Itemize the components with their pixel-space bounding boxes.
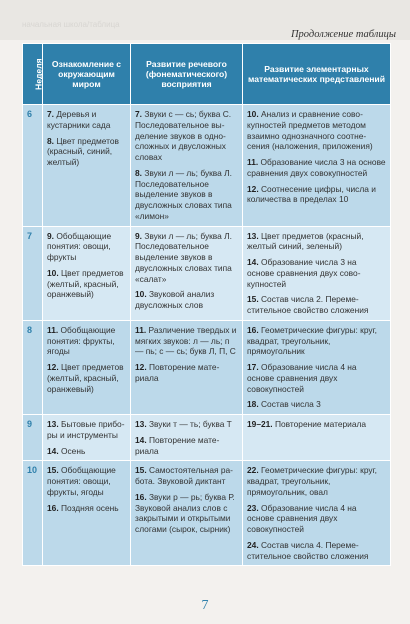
item-number: 22. — [247, 465, 259, 476]
speech-cell — [131, 461, 243, 566]
item-text: Цвет предметов (красный, желтый синий, зеленый) — [247, 230, 364, 252]
item-text: Различение твердых и мягких звуков: л — ль; п — пь; с — сь; букв Л, П, С — [135, 324, 237, 357]
item-text: Осень — [58, 445, 86, 456]
item-number: 9. — [47, 230, 54, 241]
item-text: Цвет предметов (желтый, красный, оранжевый) — [47, 267, 124, 300]
item-text: Состав числа 4. Переместительное свойство сложения — [247, 539, 369, 561]
item-number: 14. — [247, 257, 259, 267]
item-text: Звуки с — сь; буква С. Последовательное выделение звуков в односложных и двусложных словах — [135, 109, 232, 162]
column-header-math: Развитие элементарных математических представлений — [243, 44, 391, 105]
list-item — [135, 465, 238, 487]
speech-cell — [131, 320, 243, 414]
list-item — [135, 419, 238, 430]
table-body — [23, 105, 391, 566]
item-number: 12. — [47, 362, 59, 372]
list-item — [247, 184, 386, 206]
column-header-world: Ознакомление с окружающим миром — [43, 44, 131, 105]
item-number: 13. — [47, 419, 59, 429]
item-text: Звуки р — рь; буква Р. Звуковой анализ слов с закрытыми и открытыми слогами (сырок, сырник) — [135, 491, 235, 534]
list-item — [247, 399, 386, 410]
item-number: 15. — [135, 465, 147, 476]
week-cell: 10 — [23, 461, 43, 566]
column-header-week: Неделя — [23, 44, 43, 105]
page-number: 7 — [201, 598, 209, 613]
item-text: Геометрические фигуры: круг, квадрат, треугольник, прямоугольник — [247, 324, 377, 357]
week-cell: 7 — [23, 226, 43, 320]
item-text: Цвет предметов (красный, синий, желтый) — [47, 135, 119, 167]
item-number: 16. — [135, 491, 147, 502]
item-number: 13. — [135, 419, 147, 429]
math-cell — [243, 105, 391, 227]
list-item — [247, 362, 386, 394]
item-text: Обобщающие понятия: овощи, фрукты — [47, 230, 112, 262]
item-number: 12. — [135, 362, 147, 372]
week-cell: 6 — [23, 105, 43, 227]
list-item — [135, 325, 238, 357]
item-text: Цвет предметов (желтый, красный, оранжевый) — [47, 362, 124, 394]
item-text: Образование числа 4 на основе сравнения двух совокупностей — [247, 502, 357, 534]
table-header-row — [23, 44, 391, 105]
world-cell — [43, 415, 131, 461]
item-text: Бытовые приборы и инструменты — [47, 419, 125, 440]
item-number: 8. — [47, 135, 54, 146]
speech-cell — [131, 105, 243, 227]
faded-header-text: начальная школа/таблица — [22, 20, 120, 29]
week-cell: 9 — [23, 415, 43, 461]
item-number: 15. — [247, 294, 259, 305]
speech-cell — [131, 415, 243, 461]
list-item — [247, 419, 386, 430]
item-text: Звуки л — ль; буква Л. Последовательное выделение звуков в двусложных словах типа «лимон» — [135, 167, 232, 221]
list-item — [47, 231, 126, 263]
item-number: 10. — [247, 109, 259, 119]
list-item — [47, 503, 126, 514]
table-row — [23, 461, 391, 566]
math-cell — [243, 461, 391, 566]
table-row — [23, 105, 391, 227]
math-cell — [243, 320, 391, 414]
math-cell — [243, 226, 391, 320]
item-text: Обобщающие понятия: фрукты, ягоды — [47, 324, 116, 357]
item-text: Повторение материала — [135, 434, 220, 456]
list-item — [47, 268, 126, 300]
list-item — [135, 362, 238, 384]
world-cell — [43, 226, 131, 320]
item-text: Звуки т — ть; буква Т — [146, 419, 232, 429]
item-text: Анализ и сравнение совокупностей предметов методом взаимно однозначного соотнесения (наложения, приложения) — [247, 109, 373, 152]
item-text: Деревья и кустарники сада — [47, 109, 111, 130]
item-number: 11. — [135, 324, 147, 335]
item-text: Геометрические фигуры: круг, квадрат, треугольник, прямоугольник, овал — [247, 465, 377, 497]
item-number: 19–21. — [247, 419, 273, 429]
list-item — [47, 136, 126, 168]
item-number: 10. — [135, 289, 147, 300]
item-text: Состав числа 2. Переместительное свойство сложения — [247, 294, 369, 315]
math-cell — [243, 415, 391, 461]
list-item — [135, 168, 238, 222]
list-item — [247, 109, 386, 152]
list-item — [247, 157, 386, 179]
world-cell — [43, 320, 131, 414]
list-item — [247, 465, 386, 497]
list-item — [47, 419, 126, 441]
table-row — [23, 320, 391, 414]
item-number: 17. — [247, 362, 259, 372]
world-cell — [43, 461, 131, 566]
list-item — [247, 540, 386, 562]
item-number: 11. — [47, 324, 59, 335]
item-text: Образование числа 3 на основе сравнения двух совокупностей — [247, 157, 386, 178]
list-item — [47, 465, 126, 497]
continuation-label: Продолжение таблицы — [290, 29, 396, 40]
item-number: 18. — [247, 399, 259, 410]
list-item — [247, 503, 386, 535]
item-text: Повторение материала — [272, 419, 367, 429]
world-cell — [43, 105, 131, 227]
list-item — [47, 446, 126, 457]
item-number: 11. — [247, 157, 259, 167]
item-number: 16. — [247, 324, 259, 335]
column-header-speech: Развитие речевого (фонематического) восприятия — [131, 44, 243, 105]
list-item — [47, 325, 126, 357]
list-item — [135, 492, 238, 535]
list-item — [247, 294, 386, 316]
item-number: 23. — [247, 502, 259, 513]
item-number: 13. — [247, 230, 259, 241]
item-number: 8. — [135, 167, 142, 178]
item-number: 14. — [135, 434, 147, 445]
item-number: 10. — [47, 267, 59, 278]
item-number: 15. — [47, 465, 59, 476]
speech-cell — [131, 226, 243, 320]
item-text: Образование числа 3 на основе сравнения двух совокупностей — [247, 257, 361, 289]
list-item — [247, 257, 386, 289]
item-text: Соотнесение цифры, числа и количества в пределах 10 — [247, 183, 376, 205]
item-number: 7. — [135, 109, 142, 119]
table-row — [23, 415, 391, 461]
item-text: Повторение материала — [135, 362, 220, 383]
item-text: Звуки л — ль; буква Л. Последовательное выделение звуков в двусложных словах типа «салат» — [135, 230, 232, 284]
list-item — [47, 109, 126, 131]
item-text: Состав числа 3 — [258, 399, 321, 410]
list-item — [135, 231, 238, 285]
item-text: Обобщающие понятия: овощи, фрукты, ягоды — [47, 465, 116, 497]
item-text: Образование числа 4 на основе сравнения двух совокупностей — [247, 362, 357, 394]
list-item — [135, 435, 238, 457]
list-item — [135, 109, 238, 163]
list-item — [135, 289, 238, 311]
week-cell: 8 — [23, 320, 43, 414]
item-number: 9. — [135, 230, 142, 241]
item-number: 7. — [47, 109, 54, 119]
item-number: 12. — [247, 183, 259, 194]
table-row — [23, 226, 391, 320]
list-item — [47, 362, 126, 394]
item-text: Звуковой анализ двусложных слов — [135, 289, 215, 310]
list-item — [247, 325, 386, 357]
curriculum-table — [22, 43, 391, 566]
item-text: Поздняя осень — [58, 502, 119, 513]
item-number: 14. — [47, 445, 59, 456]
item-number: 16. — [47, 502, 59, 513]
item-text: Самостоятельная работа. Звуковой диктант — [135, 465, 233, 486]
list-item — [247, 231, 386, 253]
item-number: 24. — [247, 539, 259, 550]
